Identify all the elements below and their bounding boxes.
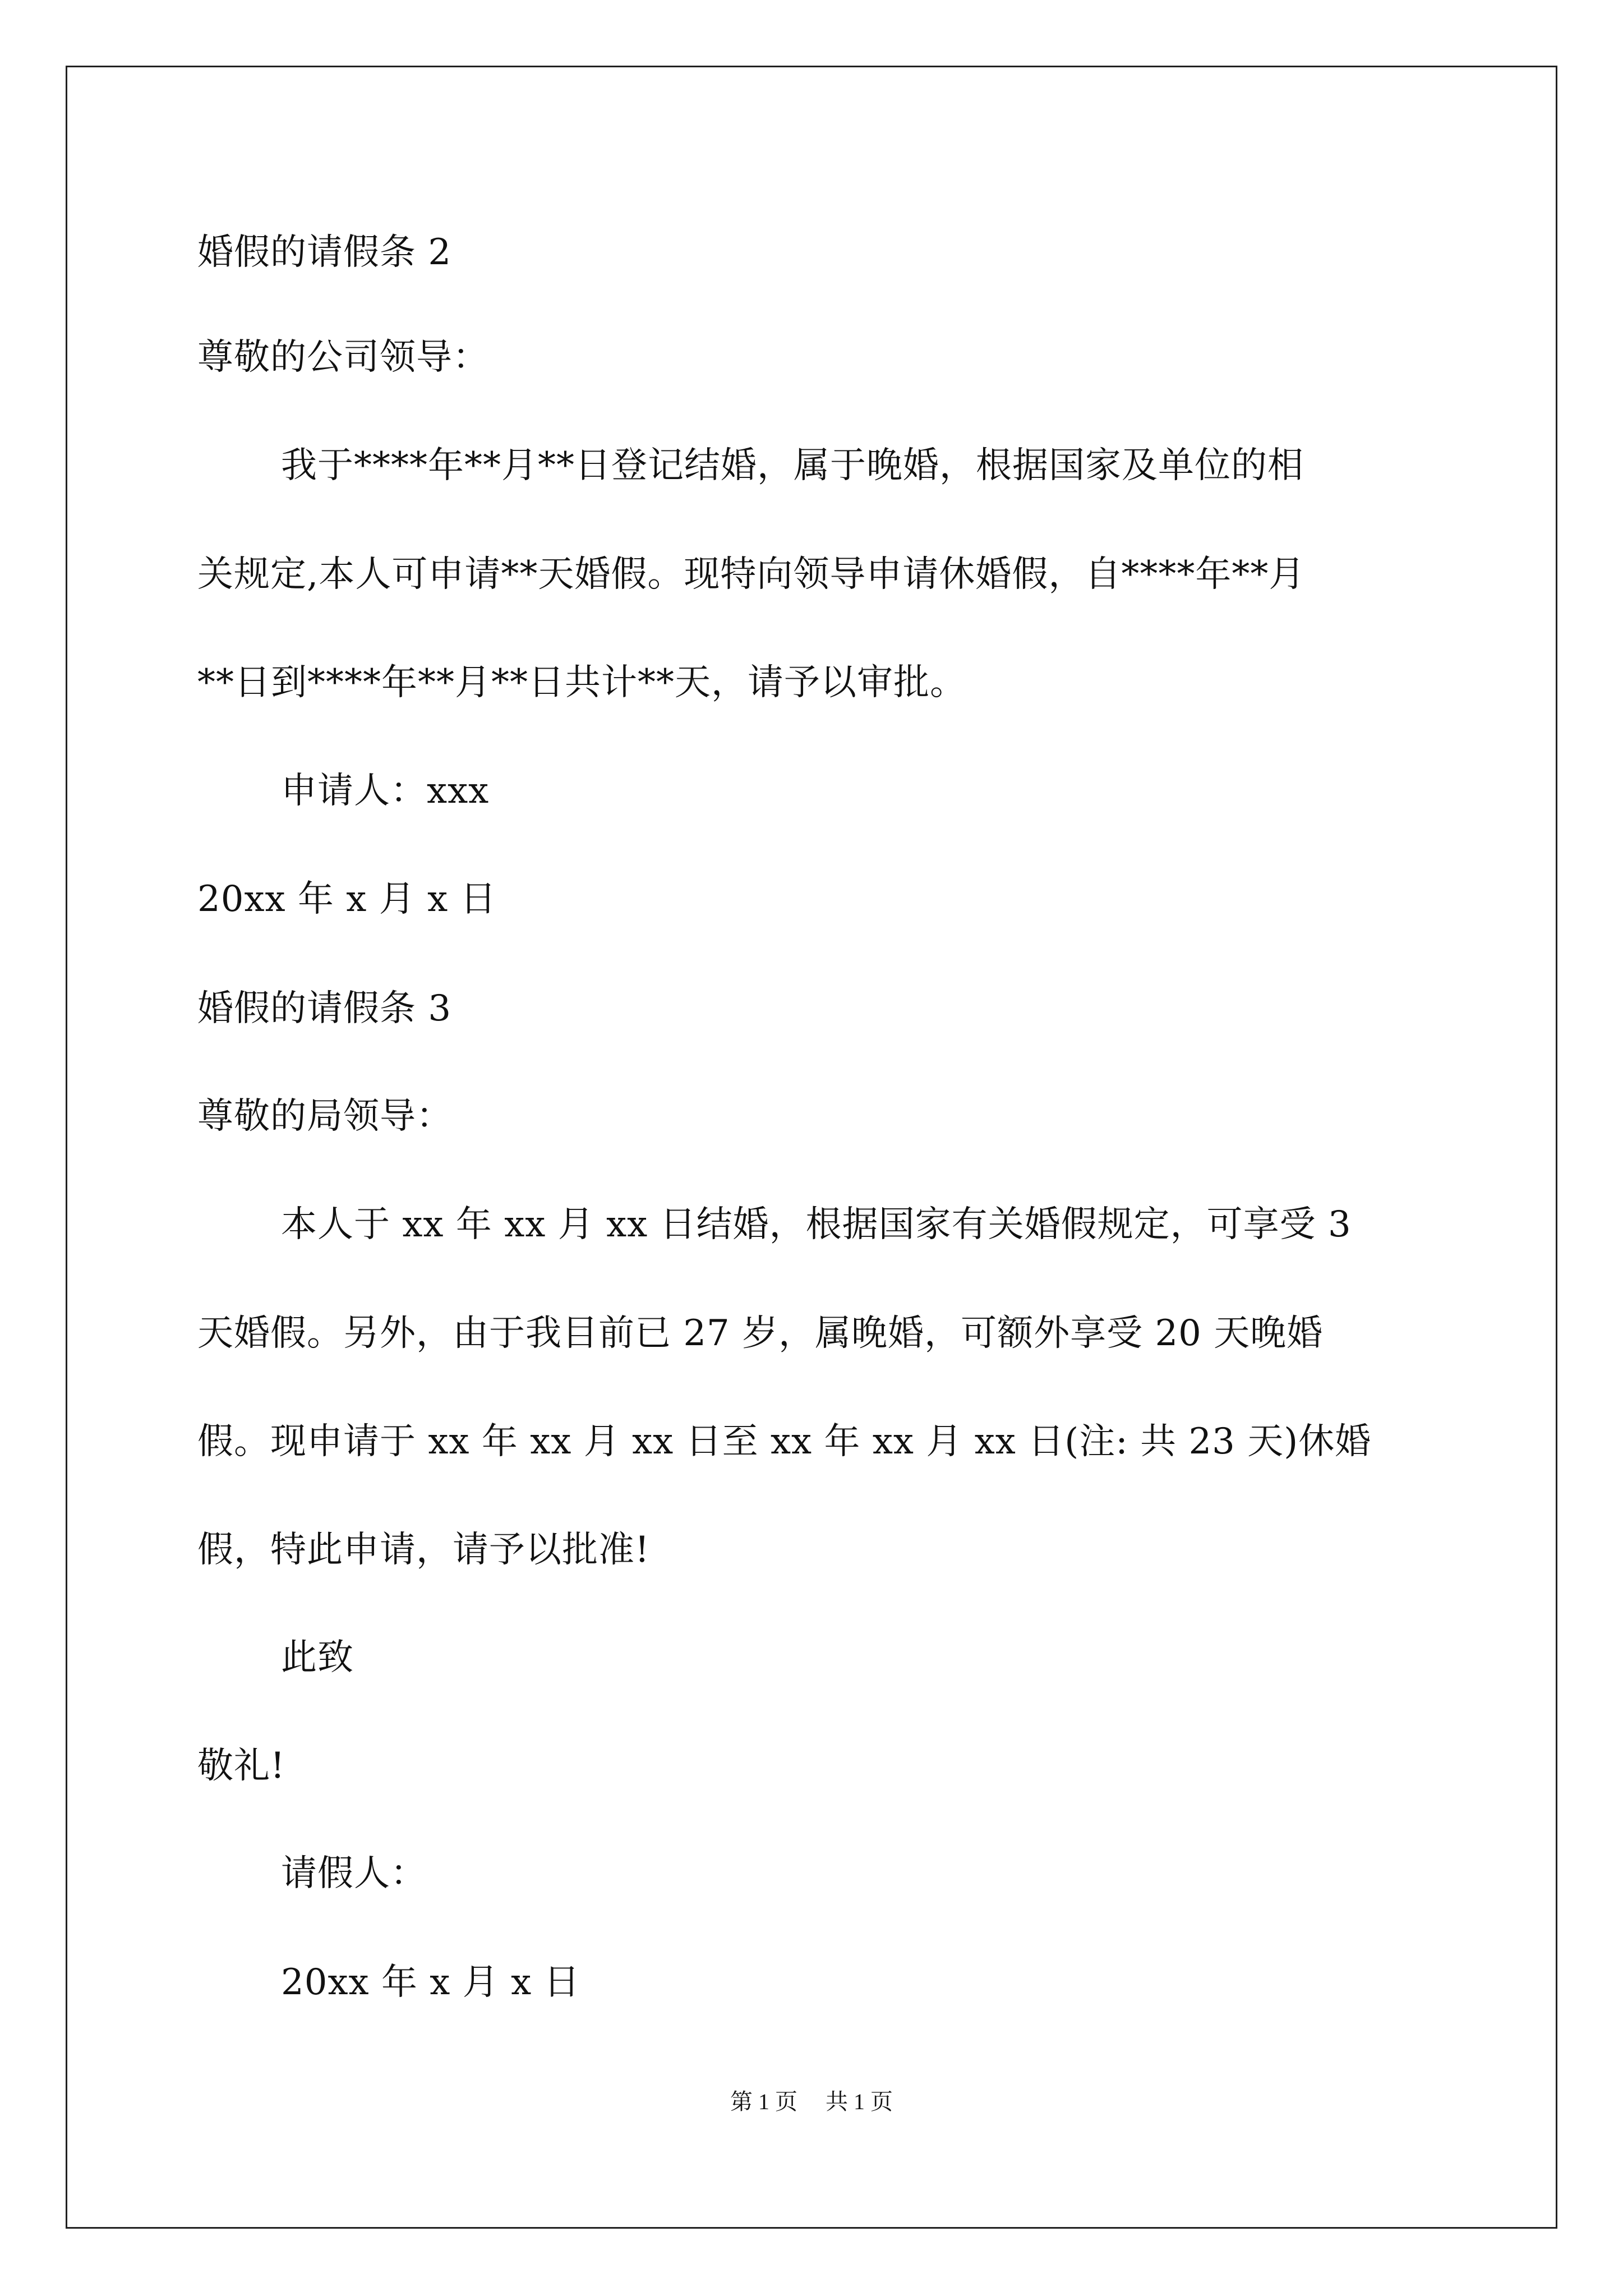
page-number-current: 第 1 页 <box>730 2089 797 2114</box>
section3-title: 婚假的请假条 3 <box>197 988 452 1029</box>
section3-body-line-2: 天婚假。另外，由于我目前已 27 岁，属晚婚，可额外享受 20 天晚婚 <box>197 1313 1324 1354</box>
section3-closing-2: 敬礼! <box>197 1745 285 1787</box>
section3-body-line-4: 假，特此申请，请予以批准! <box>197 1529 650 1571</box>
section3-body-line-1: 本人于 xx 年 xx 月 xx 日结婚，根据国家有关婚假规定，可享受 3 <box>281 1204 1352 1245</box>
section2-body-line-1: 我于****年**月**日登记结婚，属于晚婚，根据国家及单位的相 <box>281 445 1304 486</box>
page-border <box>66 66 1557 2229</box>
page-footer <box>0 2088 1623 2116</box>
section2-body-line-2: 关规定,本人可申请**天婚假。现特向领导申请休婚假，自****年**月 <box>197 554 1306 595</box>
page-number-total: 共 1 页 <box>826 2089 893 2114</box>
section2-body-line-3: **日到****年**月**日共计**天，请予以审批。 <box>197 662 966 703</box>
section3-date: 20xx 年 x 月 x 日 <box>281 1962 580 2003</box>
section3-closing-1: 此致 <box>281 1637 354 1678</box>
section3-salutation: 尊敬的局领导： <box>197 1096 453 1137</box>
section3-body-line-3: 假。现申请于 xx 年 xx 月 xx 日至 xx 年 xx 月 xx 日(注: 共 23 天)休婚 <box>197 1421 1372 1462</box>
section3-applicant: 请假人： <box>281 1853 427 1894</box>
section2-salutation: 尊敬的公司领导： <box>197 337 489 378</box>
section2-date: 20xx 年 x 月 x 日 <box>197 878 497 920</box>
section2-title: 婚假的请假条 2 <box>197 232 452 273</box>
section2-applicant: 申请人：xxx <box>281 770 490 812</box>
